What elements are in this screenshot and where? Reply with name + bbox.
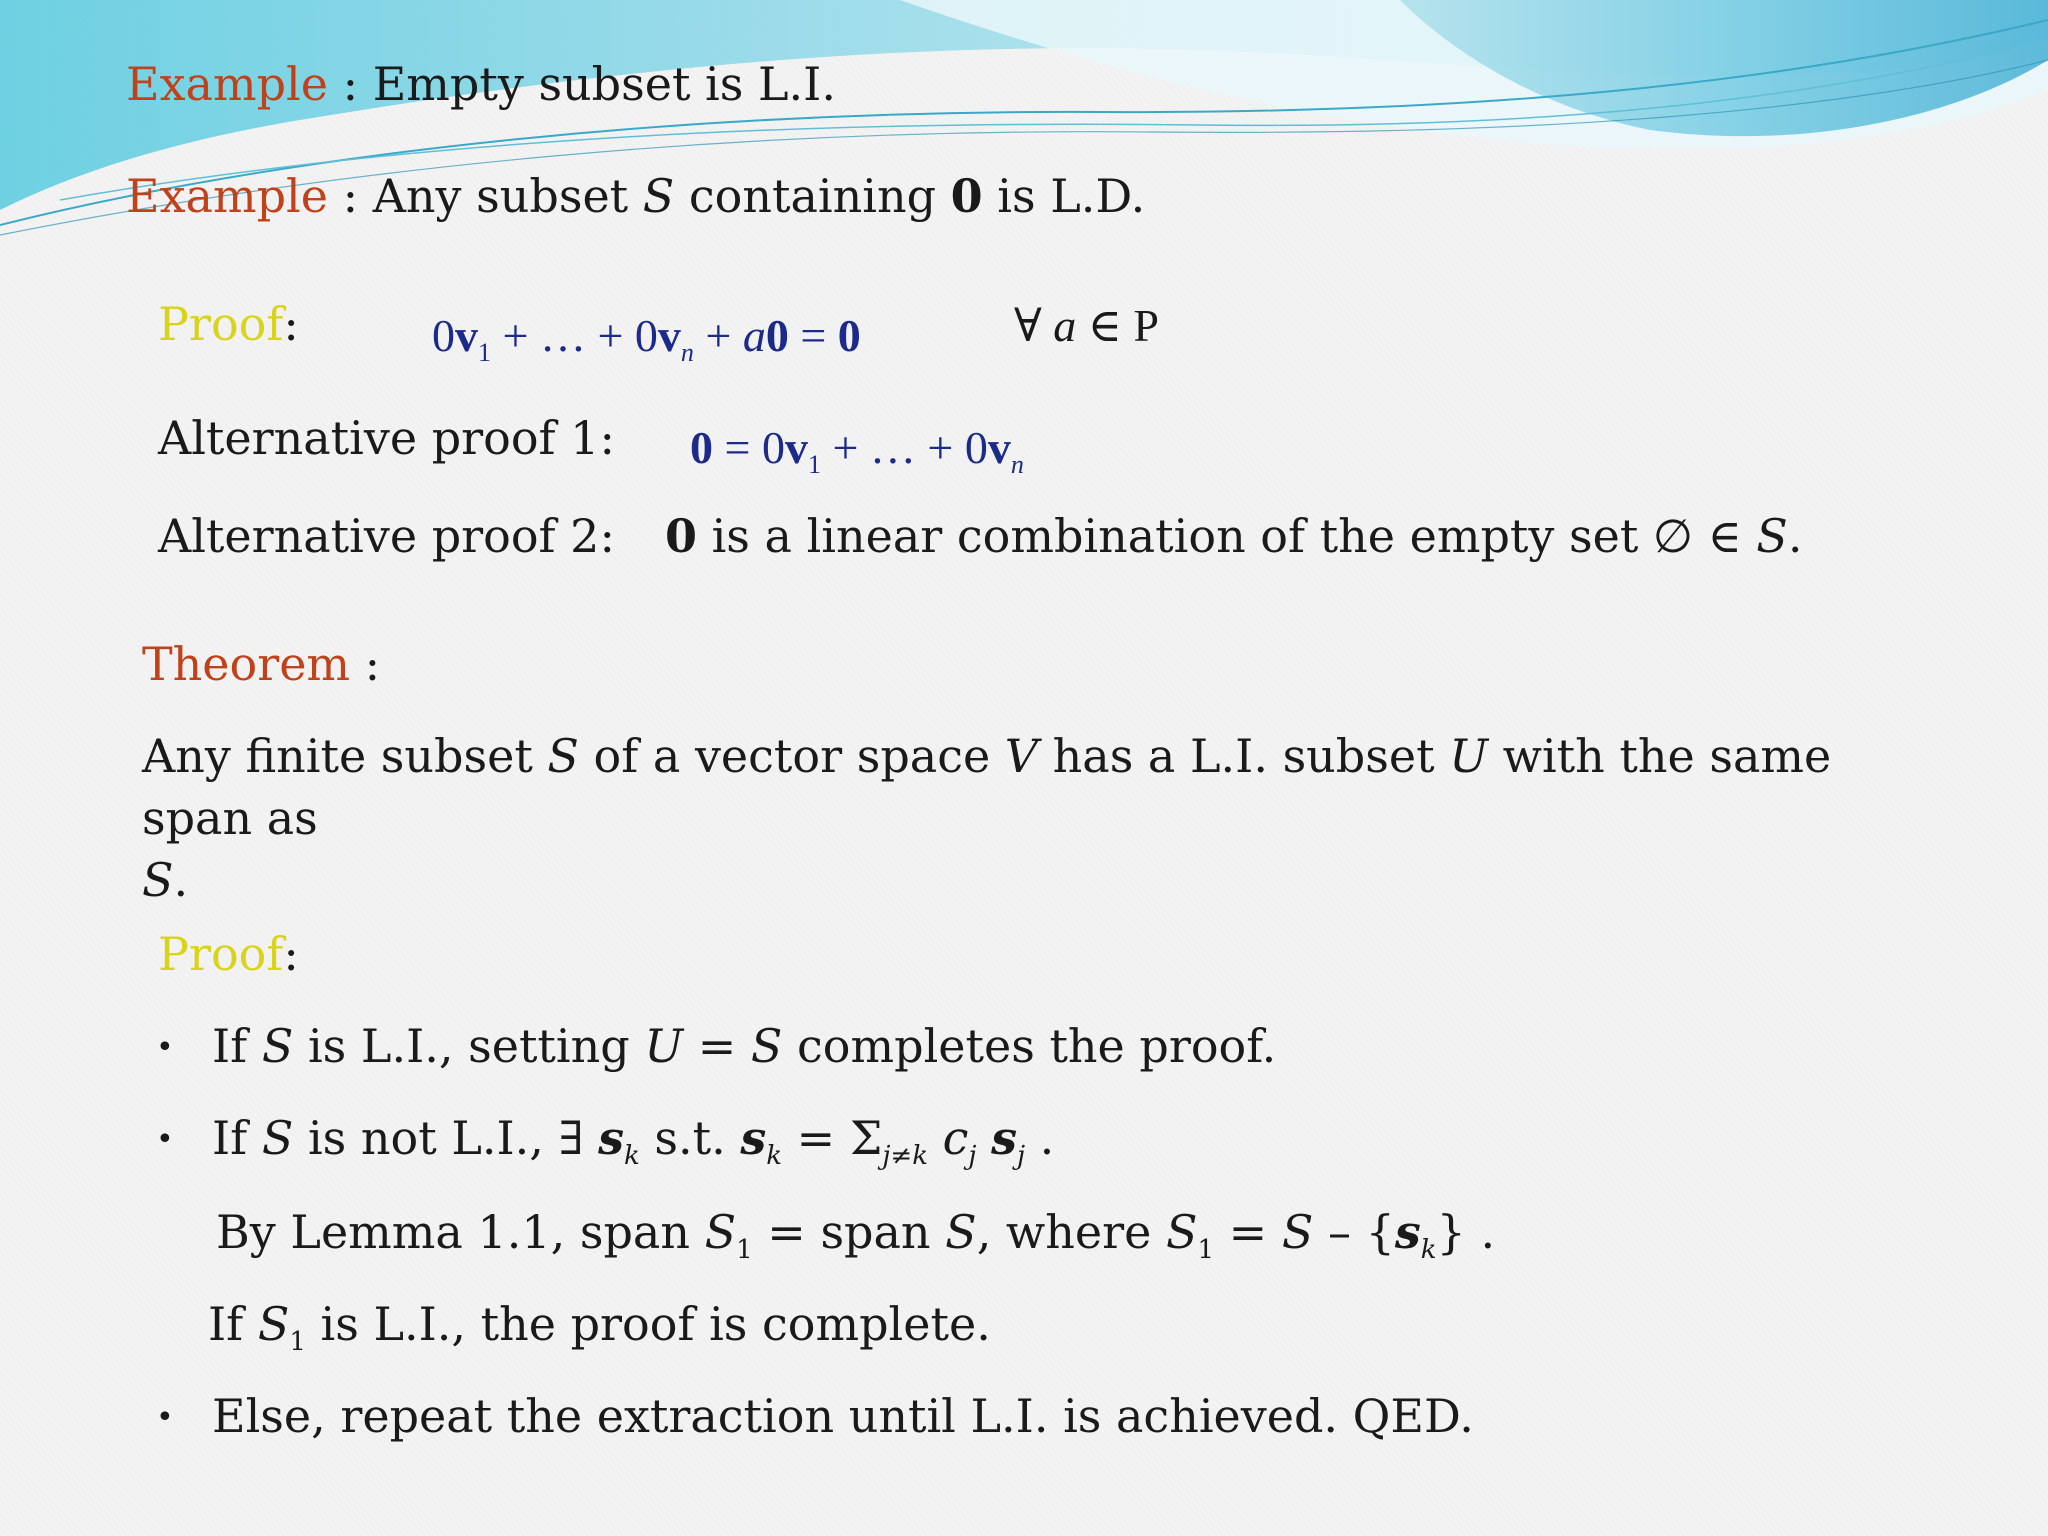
lemma-t2: = span	[752, 1205, 946, 1259]
proof-1-colon: :	[283, 297, 299, 351]
theorem-U: U	[1449, 729, 1488, 783]
lemma-k: k	[1420, 1235, 1437, 1265]
proof-1-equation	[432, 308, 861, 371]
eq-coef: 0	[634, 310, 658, 361]
bullet-1-text	[212, 1018, 1276, 1074]
theorem-S2: S	[142, 853, 174, 907]
alt-proof-1-equation	[690, 420, 1024, 483]
b1-t4: completes the proof.	[782, 1019, 1277, 1073]
eq-equals: =	[713, 422, 762, 473]
example-1	[126, 56, 836, 112]
b1-t3: =	[683, 1019, 751, 1073]
b2-t1: If	[212, 1111, 262, 1165]
theorem-heading	[142, 636, 380, 692]
b1-t1: If	[212, 1019, 262, 1073]
eq-plus: +	[693, 310, 743, 361]
b2-S: S	[261, 1111, 294, 1165]
eq-sub: n	[680, 338, 694, 367]
b2-t2: is not L.I., ∃	[293, 1111, 599, 1165]
lemma-S4: S	[1281, 1205, 1314, 1259]
eq-scalar: a	[742, 310, 766, 361]
b2-s: s	[598, 1111, 625, 1165]
theorem-t5: .	[173, 853, 189, 907]
bullet-2-dot: •	[156, 1122, 174, 1157]
bullet-1-dot: •	[156, 1030, 174, 1065]
lemma-S: S	[704, 1205, 737, 1259]
theorem-t1: Any finite subset	[142, 729, 548, 783]
eq-vector: v	[784, 422, 808, 473]
b2-t5: .	[1025, 1111, 1055, 1165]
alt-proof-2	[158, 508, 1802, 564]
theorem-statement	[142, 725, 1932, 911]
proof-1-label	[158, 296, 299, 352]
example-2-t3: is L.D.	[982, 169, 1146, 223]
b2-k: k	[624, 1141, 640, 1171]
bullet-3-text	[212, 1388, 1474, 1444]
lemma-line	[216, 1204, 1495, 1268]
proof-2-word: Proof	[158, 927, 284, 981]
example-2-t1: Any subset	[372, 169, 643, 223]
eq-vector: v	[455, 310, 478, 361]
lemma-t4: =	[1214, 1205, 1282, 1259]
lemma-S3: S	[1166, 1205, 1198, 1259]
eq-zero-vector: 0	[690, 422, 713, 473]
eq-equals: =	[788, 310, 838, 361]
proof-2-label	[158, 926, 299, 982]
example-2-t2: containing	[674, 169, 951, 223]
eq-plus-dots: + … +	[491, 310, 635, 361]
if-s1-sub: 1	[289, 1327, 306, 1357]
alt-proof-2-S: S	[1756, 509, 1788, 563]
scalar-a: a	[1053, 300, 1077, 351]
eq-sub: n	[1010, 450, 1024, 479]
proof-1-quantifier	[1014, 298, 1159, 354]
b2-c: c	[942, 1111, 969, 1165]
eq-sub: 1	[807, 450, 821, 479]
b1-S2: S	[750, 1019, 783, 1073]
lemma-sub: 1	[1197, 1235, 1215, 1265]
if-s1-t1: If	[208, 1297, 258, 1351]
if-s1-S: S	[257, 1297, 290, 1351]
theorem-t3: has a L.I. subset	[1038, 729, 1450, 783]
b2-jk: j≠k	[882, 1141, 928, 1171]
theorem-V: V	[1004, 729, 1039, 783]
b2-j2: j	[1016, 1141, 1026, 1171]
b3-t1: Else, repeat the extraction until L.I. is achieved. QED.	[212, 1389, 1474, 1443]
theorem-colon: :	[350, 637, 381, 691]
bullet-2-text	[212, 1110, 1054, 1174]
eq-vector: v	[987, 422, 1011, 473]
example-1-sep: :	[327, 57, 373, 111]
b2-j: j	[968, 1141, 977, 1171]
lemma-sub: 1	[736, 1235, 753, 1265]
lemma-s: s	[1394, 1205, 1421, 1259]
field-symbol: P	[1133, 300, 1159, 351]
b2-k2: k	[766, 1141, 783, 1171]
example-2-zero: 0	[950, 169, 983, 223]
lemma-S2: S	[945, 1205, 977, 1259]
theorem-t2: of a vector space	[578, 729, 1005, 783]
theorem-t4: with the same span as	[142, 729, 1832, 845]
theorem-S: S	[547, 729, 579, 783]
alt-proof-1-label: Alternative proof 1:	[158, 411, 615, 465]
element-of: ∈	[1076, 300, 1134, 351]
lemma-t6: } .	[1436, 1205, 1496, 1259]
lemma-t5: – {	[1313, 1205, 1395, 1259]
bullet-3-dot: •	[156, 1400, 174, 1435]
alt-proof-2-t2: .	[1787, 509, 1803, 563]
proof-1-word: Proof	[158, 297, 284, 351]
eq-coef: 0	[964, 422, 988, 473]
eq-zero-vector: 0	[765, 310, 789, 361]
b1-t2: is L.I., setting	[293, 1019, 645, 1073]
if-s1-line	[208, 1296, 991, 1360]
example-2	[126, 168, 1145, 224]
example-1-text: Empty subset is L.I.	[372, 57, 836, 111]
if-s1-t2: is L.I., the proof is complete.	[305, 1297, 991, 1351]
example-2-label: Example	[126, 169, 328, 223]
example-1-label: Example	[126, 57, 328, 111]
eq-vector: v	[657, 310, 681, 361]
b2-s2: s	[740, 1111, 767, 1165]
forall-symbol: ∀	[1014, 300, 1054, 351]
b2-t4: = Σ	[782, 1111, 883, 1165]
proof-2-colon: :	[283, 927, 299, 981]
b2-t3: s.t.	[639, 1111, 741, 1165]
example-2-sep: :	[327, 169, 373, 223]
eq-coef: 0	[432, 310, 455, 361]
alt-proof-2-zero: 0	[664, 509, 697, 563]
lemma-t1: By Lemma 1.1, span	[216, 1205, 705, 1259]
b1-S: S	[261, 1019, 294, 1073]
example-2-S: S	[642, 169, 675, 223]
alt-proof-2-label: Alternative proof 2:	[158, 509, 615, 563]
eq-sub: 1	[478, 338, 491, 367]
b2-s3: s	[991, 1111, 1017, 1165]
lemma-t3: , where	[976, 1205, 1166, 1259]
eq-coef: 0	[761, 422, 785, 473]
alt-proof-2-t1: is a linear combination of the empty set ∅ ∈	[696, 509, 1757, 563]
theorem-label: Theorem	[142, 637, 351, 691]
b1-U: U	[644, 1019, 684, 1073]
eq-plus-dots: + … +	[820, 422, 965, 473]
eq-zero-vector: 0	[837, 310, 861, 361]
